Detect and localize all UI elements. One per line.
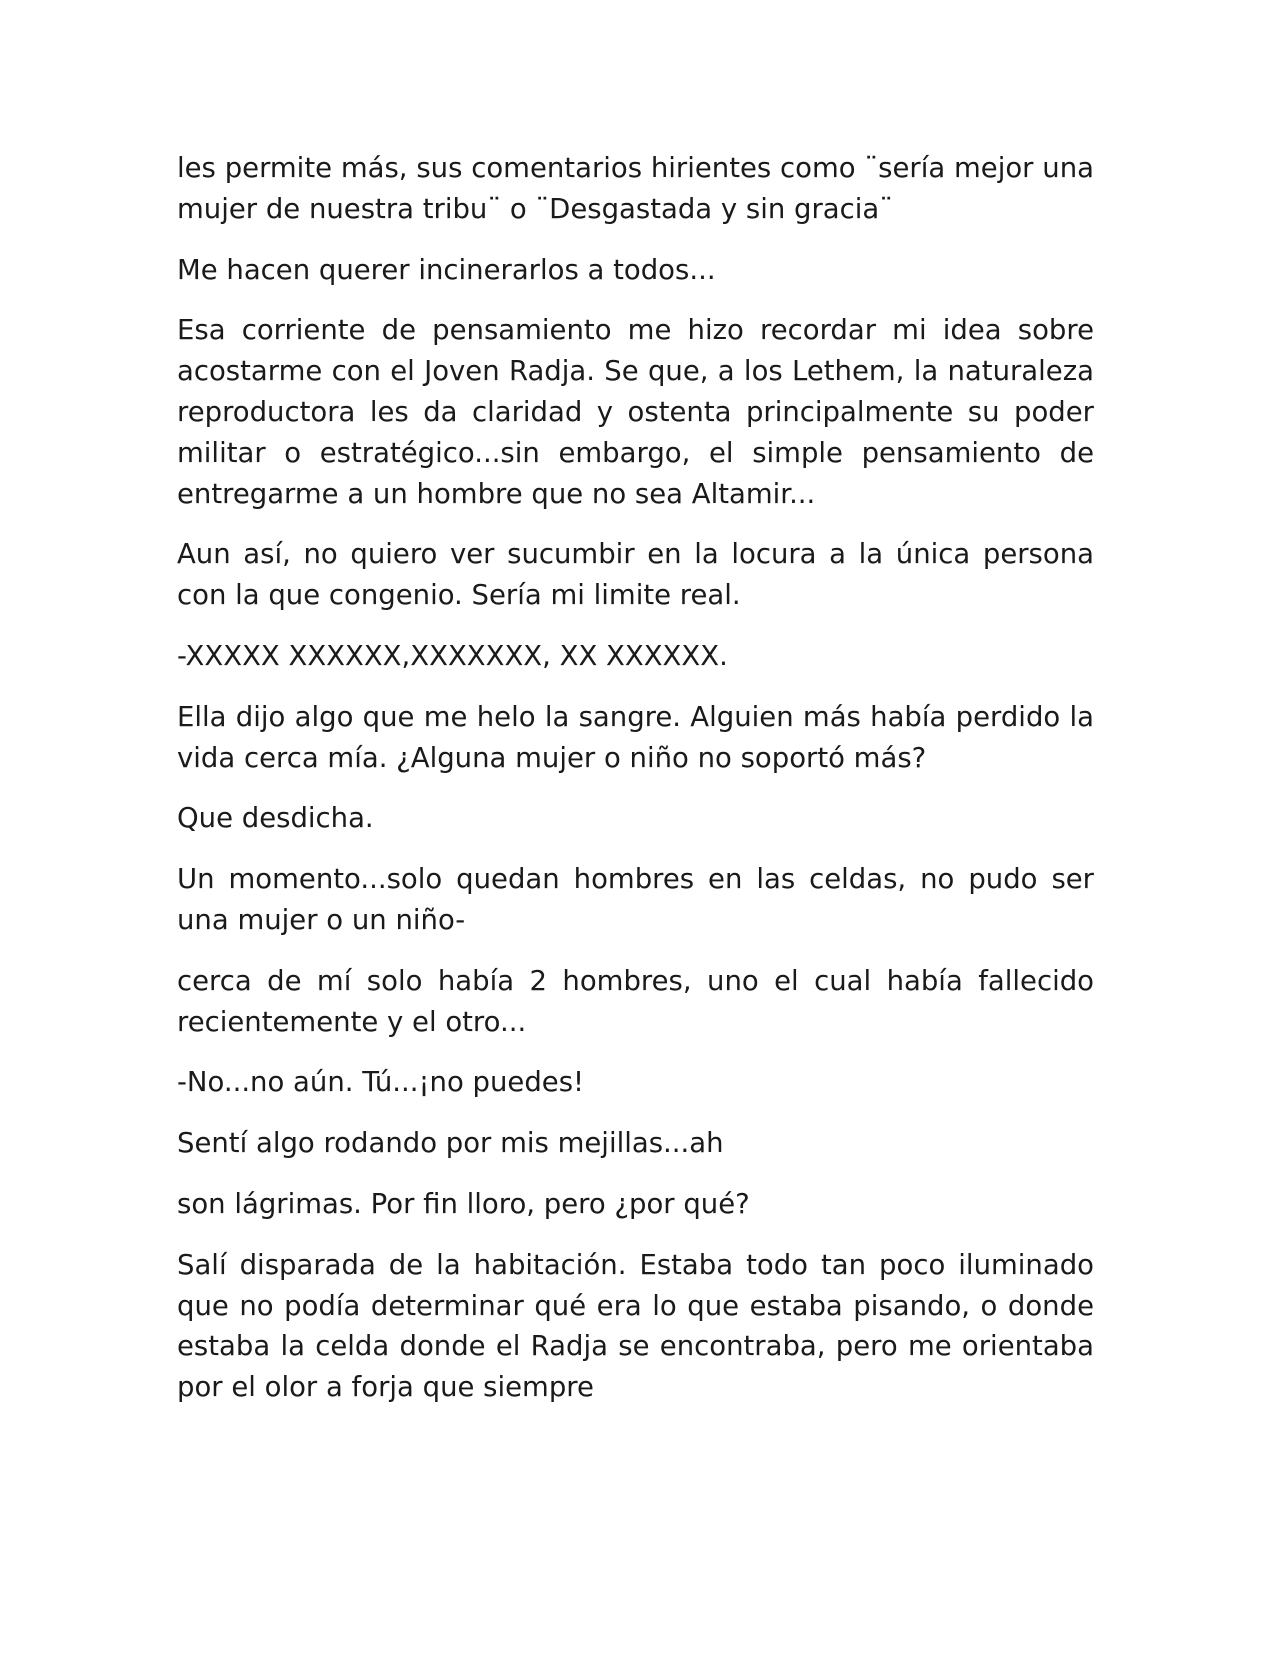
paragraph: -XXXXX XXXXXX,XXXXXXX, XX XXXXXX. xyxy=(177,639,728,672)
paragraph: Que desdicha. xyxy=(177,802,374,835)
paragraph: cerca de mí solo había 2 hombres, uno el cual había fallecido recientemente y el otro... xyxy=(177,964,1094,1038)
paragraph: Esa corriente de pensamiento me hizo recordar mi idea sobre acostarme con el Joven Radja. Se que, a los Lethem, la naturaleza reproductora les da claridad y ostenta principalmente su poder militar o estratégico...sin embargo, el simple pensamiento de entregarme a un hombre que no sea Altamir... xyxy=(177,314,1094,510)
paragraph: Aun así, no quiero ver sucumbir en la locura a la única persona con la que congenio. Sería mi limite real. xyxy=(177,538,1094,612)
paragraph: Salí disparada de la habitación. Estaba todo tan poco iluminado que no podía determinar qué era lo que estaba pisando, o donde estaba la celda donde el Radja se encontraba, pero me orientaba por el olor a forja que siempre xyxy=(177,1248,1094,1404)
body-text xyxy=(177,148,1094,1428)
paragraph: les permite más, sus comentarios hirientes como ¨sería mejor una mujer de nuestra tribu¨ o ¨Desgastada y sin gracia¨ xyxy=(177,152,1094,225)
paragraph: Un momento...solo quedan hombres en las celdas, no pudo ser una mujer o un niño- xyxy=(177,863,1094,936)
paragraph: Me hacen querer incinerarlos a todos... xyxy=(177,253,716,286)
paragraph: Sentí algo rodando por mis mejillas...ah xyxy=(177,1127,724,1160)
paragraph: Ella dijo algo que me helo la sangre. Alguien más había perdido la vida cerca mía. ¿Alguna mujer o niño no soportó más? xyxy=(177,700,1094,774)
paragraph: son lágrimas. Por fin lloro, pero ¿por qué? xyxy=(177,1187,750,1220)
paragraph: -No...no aún. Tú...¡no puedes! xyxy=(177,1066,585,1099)
